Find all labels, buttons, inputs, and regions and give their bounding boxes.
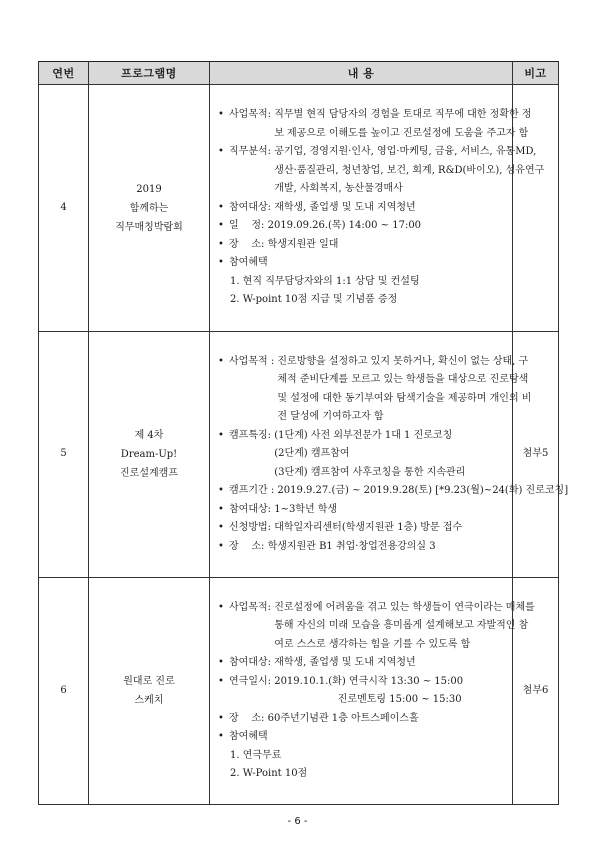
bullet-icon: • [218,601,224,613]
item-text-line: 학생지원관 일대 [267,238,339,250]
program-name-line: 진로설계캠프 [120,468,178,479]
item-label: 직무분석: [229,146,275,158]
item-text [268,217,506,236]
item-text [274,501,506,520]
item-text [274,673,506,710]
item-text-line: 공기업, 경영지원·인사, 영업·마케팅, 금융, 서비스, 유통MD, [274,146,537,158]
program-name-line: 제 4차 [134,430,164,441]
program-name [89,332,210,578]
item-label: 장 소: [229,540,268,552]
item-label: 장 소: [229,712,268,724]
bullet-icon: • [218,146,224,158]
bullet-icon: • [218,675,224,687]
item-text-line: 생산·품질관리, 청년창업, 보건, 회계, R&D(바이오), 섬유연구 [274,164,545,176]
item-text-line: 1~3학년 학생 [274,503,338,515]
item-text-line: 학생지원관 B1 취업·창업전용강의실 3 [267,540,436,552]
program-table [38,61,569,805]
item-text-line: 2019.9.27.(금) ~ 2019.9.28(토) [*9.23(월)~24(화) 진로코칭] [277,485,569,497]
bullet-icon: • [218,109,224,121]
content-item [218,106,532,143]
content-item [218,673,506,710]
content-item [218,599,535,655]
content-item [218,501,506,520]
item-label: 일 정: [229,220,268,232]
benefit-item: 1. 현직 직무담당자와의 1:1 상담 및 컨설팅 [230,275,420,287]
content-item [218,199,506,218]
content-item [218,538,506,557]
program-name-line: 직무매칭박람회 [115,221,183,233]
item-text-line: (1단계) 사전 외부전문가 1대 1 진로코칭 [274,429,453,441]
item-text-line: 개발, 사회복지, 농산물경매사 [274,183,403,195]
item-text [277,353,531,427]
item-text-line: 여로 스스로 생각하는 힘을 기를 수 있도록 함 [274,638,471,650]
bullet-icon: • [218,485,224,497]
item-label: 참여대상: [229,201,275,213]
bullet-icon: • [218,731,224,742]
item-label: 캠프기간 : [229,485,278,497]
item-text-line: 진로방향을 설정하고 있지 못하거나, 확신이 없는 상태, 구 [277,355,529,367]
content-item [218,654,506,673]
page-number: - 6 - [287,816,308,827]
item-text [274,427,506,483]
item-label: 사업목적: [229,601,275,613]
item-label: 연극일시: [229,675,275,687]
table-row [39,578,559,805]
note-cell: 첨부6 [513,578,559,805]
item-text-line: 대학일자리센터(학생지원관 1층) 방문 접수 [274,522,463,534]
item-text-line: (2단계) 캠프참여 [274,448,350,460]
content-item [218,519,506,538]
item-label: 사업목적 : [229,355,278,367]
item-text [274,519,506,538]
program-content [210,578,535,805]
content-item [218,482,569,501]
document-page [38,61,569,805]
item-text-line: 진로설정에 어려움을 겪고 있는 학생들이 연극이라는 매체를 [274,601,535,613]
row-number: 4 [39,85,89,332]
item-label: 캠프특징: [229,429,275,441]
content-item [218,427,506,483]
bullet-icon: • [218,201,224,213]
bullet-icon: • [218,657,224,668]
program-name-line: 2019 [136,183,162,195]
content-item [218,728,506,747]
table-row [39,85,559,332]
content-item [218,236,506,255]
bullet-icon: • [218,220,224,232]
item-text-line: 체적 준비단계를 모르고 있는 학생들을 대상으로 진로탐색 [277,374,529,386]
item-label: 참여혜택 [229,731,268,742]
item-text [274,106,531,143]
table-row [39,332,559,578]
item-text [274,654,506,673]
item-text-line: 진로멘토링 15:00 ~ 15:30 [274,694,462,705]
item-text [268,710,506,729]
header-content: 내 용 [210,62,513,85]
item-text-line: 보 제공으로 이해도를 높이고 진로설정에 도움을 주고자 함 [274,127,529,139]
item-text-line: 2019.10.1.(화) 연극시작 13:30 ~ 15:00 [274,675,464,687]
table-header-row [39,62,559,85]
item-text-line: 및 설정에 대한 동기부여와 탐색기술을 제공하며 개인의 비 [277,392,532,404]
program-name [89,85,210,332]
benefit-item: 2. W-Point 10점 [230,768,308,779]
header-program: 프로그램명 [89,62,210,85]
item-text-line: (3단계) 캠프참여 사후코칭을 통한 지속관리 [274,466,466,478]
item-text [268,236,506,255]
item-label: 참여대상: [229,657,275,668]
benefit-item: 2. W-point 10점 지급 및 기념품 증정 [230,294,398,306]
item-label: 장 소: [229,238,268,250]
content-item [218,254,506,273]
item-text [268,538,506,557]
row-number: 6 [39,578,89,805]
item-label: 신청방법: [229,522,275,534]
program-name-line: Dream-Up! [120,449,178,460]
item-text [268,254,506,273]
item-text-line: 직무별 현직 담당자의 경험을 토대로 직무에 대한 정확한 정 [274,109,532,121]
item-label: 참여혜택 [229,257,268,269]
item-text [274,199,506,218]
bullet-icon: • [218,238,224,250]
item-text [277,482,568,501]
bullet-icon: • [218,429,224,441]
program-name-line: 스케치 [134,695,164,706]
content-item [218,353,532,427]
item-text-line: 60주년기념관 1층 아트스페이스홀 [267,712,419,724]
program-name [89,578,210,805]
bullet-icon: • [218,522,224,534]
bullet-icon: • [218,540,224,552]
item-text-line: 재학생, 졸업생 및 도내 지역청년 [274,201,416,213]
item-label: 참여대상: [229,503,275,515]
item-label: 사업목적: [229,109,275,121]
bullet-icon: • [218,712,224,724]
item-text-line: 전 달성에 기여하고자 함 [277,411,384,423]
bullet-icon: • [218,355,224,367]
program-content [210,85,545,332]
header-no: 연번 [39,62,89,85]
row-number: 5 [39,332,89,578]
program-name-line: 함께하는 [129,202,169,214]
bullet-icon: • [218,503,224,515]
content-item [218,217,506,236]
bullet-icon: • [218,257,224,269]
item-text-line: 2019.09.26.(목) 14:00 ~ 17:00 [267,220,422,232]
program-name-line: 원대로 진로 [123,676,175,687]
header-note: 비고 [513,62,559,85]
item-text-line: 재학생, 졸업생 및 도내 지역청년 [274,657,416,668]
benefit-item: 1. 연극무료 [230,749,282,761]
item-text-line: 통해 자신의 미래 모습을 흥미롭게 설계해보고 자발적인 참 [274,620,529,631]
note-cell: 첨부5 [513,332,559,578]
item-text [268,728,506,747]
content-item [218,710,506,729]
item-text [274,143,544,199]
content-item [218,143,545,199]
item-text [274,599,535,655]
